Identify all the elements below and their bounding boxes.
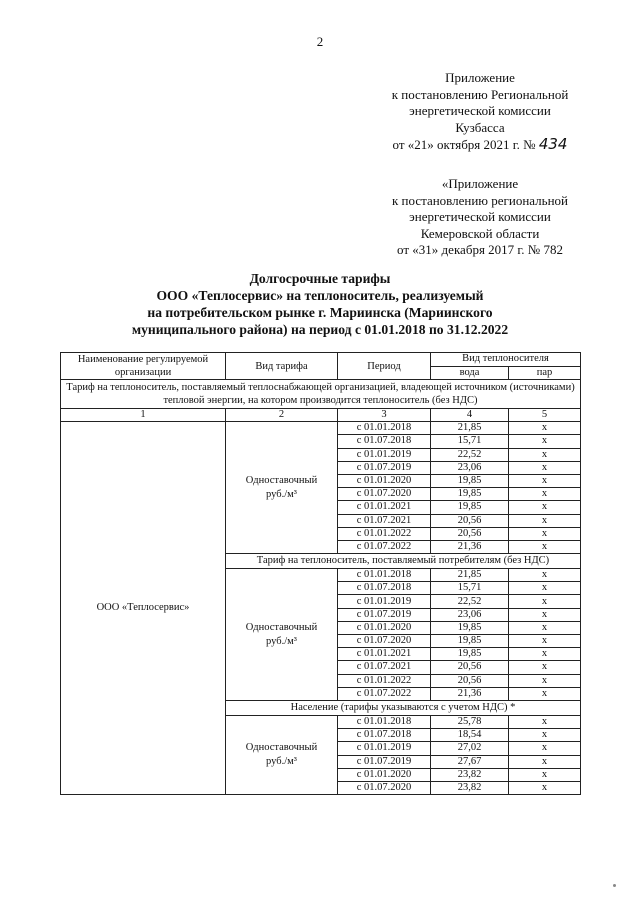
appendix-line: энергетической комиссии <box>409 209 551 224</box>
period-cell: с 01.07.2022 <box>338 687 431 700</box>
period-cell: с 01.07.2020 <box>338 781 431 794</box>
steam-value: х <box>509 595 581 608</box>
water-value: 19,85 <box>431 635 509 648</box>
steam-value: х <box>509 674 581 687</box>
steam-value: х <box>509 781 581 794</box>
period-cell: с 01.07.2018 <box>338 582 431 595</box>
column-number: 4 <box>431 409 509 422</box>
period-cell: с 01.07.2020 <box>338 635 431 648</box>
water-value: 20,56 <box>431 527 509 540</box>
appendix-line: энергетической комиссии <box>409 103 551 118</box>
steam-value: х <box>509 661 581 674</box>
period-cell: с 01.01.2018 <box>338 422 431 435</box>
water-value: 20,56 <box>431 514 509 527</box>
tariff-type-cell <box>226 422 338 554</box>
period-cell: с 01.07.2018 <box>338 435 431 448</box>
appendix-date-line <box>360 136 600 154</box>
steam-value: х <box>509 635 581 648</box>
period-cell: с 01.01.2020 <box>338 768 431 781</box>
steam-value: х <box>509 514 581 527</box>
period-cell: с 01.01.2019 <box>338 742 431 755</box>
water-value: 15,71 <box>431 582 509 595</box>
steam-value: х <box>509 540 581 553</box>
column-number: 5 <box>509 409 581 422</box>
water-value: 22,52 <box>431 448 509 461</box>
appendix-line: к постановлению региональной <box>391 192 568 208</box>
water-value: 23,06 <box>431 608 509 621</box>
water-value: 22,52 <box>431 595 509 608</box>
water-value: 27,02 <box>431 742 509 755</box>
water-value: 21,85 <box>431 569 509 582</box>
period-cell: с 01.01.2021 <box>338 501 431 514</box>
water-value: 18,54 <box>431 729 509 742</box>
page-number: 2 <box>316 34 324 49</box>
period-cell: с 01.07.2019 <box>338 755 431 768</box>
steam-value: х <box>509 501 581 514</box>
period-cell: с 01.01.2022 <box>338 527 431 540</box>
period-cell: с 01.01.2020 <box>338 474 431 487</box>
appendix-line: Кузбасса <box>455 119 505 135</box>
section-heading: Тариф на теплоноситель, поставляемый теплоснабжающей организацией, владеющей источником (источниками) тепловой энергии, на котором производится теплоноситель (без НДС) <box>61 380 581 409</box>
water-value: 23,82 <box>431 781 509 794</box>
tariff-type-cell <box>226 569 338 701</box>
water-value: 19,85 <box>431 648 509 661</box>
appendix-date: от «21» октября 2021 г. № <box>392 137 536 152</box>
column-number: 2 <box>226 409 338 422</box>
period-cell: с 01.07.2019 <box>338 461 431 474</box>
period-cell: с 01.01.2019 <box>338 595 431 608</box>
appendix-current <box>360 70 600 154</box>
steam-value: х <box>509 422 581 435</box>
appendix-line: Приложение <box>445 70 515 85</box>
appendix-date: от «31» декабря 2017 г. № 782 <box>397 242 563 257</box>
water-value: 15,71 <box>431 435 509 448</box>
header-steam: пар <box>509 366 581 380</box>
tariff-unit: руб./м³ <box>266 756 297 767</box>
water-value: 21,85 <box>431 422 509 435</box>
title-line: Долгосрочные тарифы <box>249 271 391 286</box>
water-value: 23,06 <box>431 461 509 474</box>
period-cell: с 01.01.2022 <box>338 674 431 687</box>
period-cell: с 01.01.2018 <box>338 715 431 728</box>
steam-value: х <box>509 768 581 781</box>
period-cell: с 01.07.2022 <box>338 540 431 553</box>
water-value: 23,82 <box>431 768 509 781</box>
water-value: 21,36 <box>431 687 509 700</box>
steam-value: х <box>509 488 581 501</box>
water-value: 20,56 <box>431 674 509 687</box>
tariff-type-name: Одноставочный <box>245 742 318 753</box>
water-value: 25,78 <box>431 715 509 728</box>
period-cell: с 01.01.2020 <box>338 621 431 634</box>
steam-value: х <box>509 729 581 742</box>
water-value: 19,85 <box>431 488 509 501</box>
document-title <box>40 270 600 338</box>
tariff-type-name: Одноставочный <box>245 621 318 633</box>
water-value: 27,67 <box>431 755 509 768</box>
water-value: 20,56 <box>431 661 509 674</box>
section-heading: Население (тарифы указываются с учетом НДС) * <box>226 700 581 715</box>
steam-value: х <box>509 582 581 595</box>
appendix-line: к постановлению Региональной <box>391 86 569 102</box>
period-cell: с 01.07.2018 <box>338 729 431 742</box>
scan-speck <box>613 884 616 887</box>
steam-value: х <box>509 435 581 448</box>
steam-value: х <box>509 621 581 634</box>
period-cell: с 01.07.2021 <box>338 514 431 527</box>
tariff-type-name: Одноставочный <box>245 474 318 486</box>
appendix-line: Кемеровской области <box>420 225 540 241</box>
tariff-type-cell <box>226 715 338 794</box>
column-number: 3 <box>338 409 431 422</box>
handwritten-number: 434 <box>538 135 568 153</box>
steam-value: х <box>509 461 581 474</box>
header-period: Период <box>338 353 431 380</box>
organization-name: ООО «Теплосервис» <box>61 422 226 795</box>
water-value: 19,85 <box>431 621 509 634</box>
steam-value: х <box>509 608 581 621</box>
header-water: вода <box>431 366 509 380</box>
steam-value: х <box>509 448 581 461</box>
water-value: 21,36 <box>431 540 509 553</box>
section-heading: Тариф на теплоноситель, поставляемый потребителям (без НДС) <box>226 554 581 569</box>
tariff-table <box>60 352 581 795</box>
period-cell: с 01.01.2019 <box>338 448 431 461</box>
table-row <box>61 422 581 435</box>
appendix-line: «Приложение <box>441 176 519 191</box>
tariff-unit: руб./м³ <box>266 635 297 647</box>
column-number: 1 <box>61 409 226 422</box>
period-cell: с 01.07.2020 <box>338 488 431 501</box>
header-carrier-type: Вид теплоносителя <box>431 353 581 367</box>
period-cell: с 01.07.2021 <box>338 661 431 674</box>
period-cell: с 01.01.2021 <box>338 648 431 661</box>
steam-value: х <box>509 715 581 728</box>
steam-value: х <box>509 742 581 755</box>
steam-value: х <box>509 527 581 540</box>
period-cell: с 01.07.2019 <box>338 608 431 621</box>
steam-value: х <box>509 569 581 582</box>
period-cell: с 01.01.2018 <box>338 569 431 582</box>
water-value: 19,85 <box>431 501 509 514</box>
header-org: Наименование регулируемой организации <box>61 353 226 380</box>
title-line: ООО «Теплосервис» на теплоноситель, реализуемый <box>156 288 484 303</box>
title-line: муниципального района) на период с 01.01.2018 по 31.12.2022 <box>131 322 509 337</box>
steam-value: х <box>509 755 581 768</box>
steam-value: х <box>509 474 581 487</box>
steam-value: х <box>509 687 581 700</box>
tariff-unit: руб./м³ <box>266 488 297 500</box>
water-value: 19,85 <box>431 474 509 487</box>
appendix-previous <box>360 176 600 259</box>
header-tariff-type: Вид тарифа <box>226 353 338 380</box>
steam-value: х <box>509 648 581 661</box>
title-line: на потребительском рынке г. Мариинска (Мариинского <box>147 305 493 320</box>
